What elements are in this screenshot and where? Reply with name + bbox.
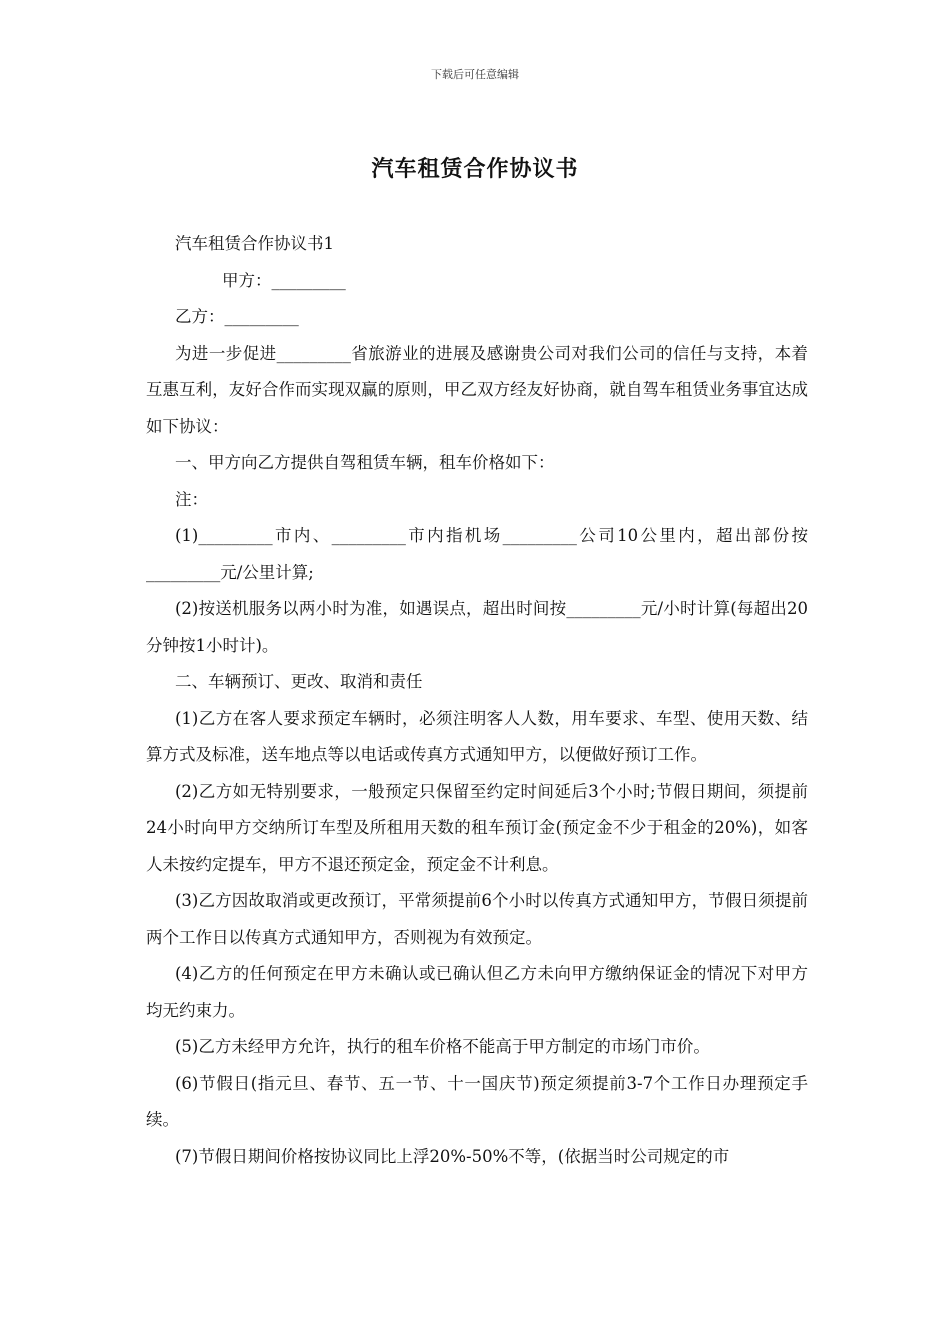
paragraph: (7)节假日期间价格按协议同比上浮20%-50%不等，(依据当时公司规定的市 (175, 1146, 730, 1166)
paragraph: 为进一步促进_________省旅游业的进展及感谢贵公司对我们公司的信任与支持，本着互惠互利，友好合作而实现双赢的原则，甲乙双方经友好协商，就自驾车租赁业务事宜达成如下协议： (146, 343, 808, 436)
section-heading: 一、甲方向乙方提供自驾租赁车辆，租车价格如下： (175, 453, 555, 472)
paragraph: 汽车租赁合作协议书1 (175, 234, 334, 253)
paragraph: (1)_________市内、_________市内指机场_________公司10公里内，超出部份按_________元/公里计算; (146, 526, 808, 582)
party-a-line: 甲方：_________ (222, 270, 346, 290)
paragraph: (2)乙方如无特别要求，一般预定只保留至约定时间延后3个小时;节假日期间，须提前24小时向甲方交纳所订车型及所租用天数的租车预订金(预定金不少于租金的20%)，如客人未按约定提车，甲方不退还预定金，预定金不计利息。 (146, 781, 808, 874)
paragraph: (1)乙方在客人要求预定车辆时，必须注明客人人数，用车要求、车型、使用天数、结算方式及标准，送车地点等以电话或传真方式通知甲方，以便做好预订工作。 (146, 708, 808, 764)
paragraph: (5)乙方未经甲方允许，执行的租车价格不能高于甲方制定的市场门市价。 (175, 1037, 710, 1056)
header-note: 下载后可任意编辑 (431, 68, 519, 81)
party-b-line: 乙方：_________ (175, 307, 299, 326)
paragraph: 注： (175, 489, 208, 509)
paragraph: (6)节假日(指元旦、春节、五一节、十一国庆节)预定须提前3-7个工作日办理预定手续。 (146, 1073, 808, 1129)
section-heading: 二、车辆预订、更改、取消和责任 (175, 672, 423, 691)
paragraph: (4)乙方的任何预定在甲方未确认或已确认但乙方未向甲方缴纳保证金的情况下对甲方均无约束力。 (146, 964, 808, 1020)
paragraph: (3)乙方因故取消或更改预订，平常须提前6个小时以传真方式通知甲方，节假日须提前两个工作日以传真方式通知甲方，否则视为有效预定。 (146, 891, 808, 947)
paragraph: (2)按送机服务以两小时为准，如遇误点，超出时间按_________元/小时计算(每超出20分钟按1小时计)。 (146, 599, 808, 655)
document-title: 汽车租赁合作协议书 (371, 156, 579, 182)
document-body (146, 226, 808, 1175)
